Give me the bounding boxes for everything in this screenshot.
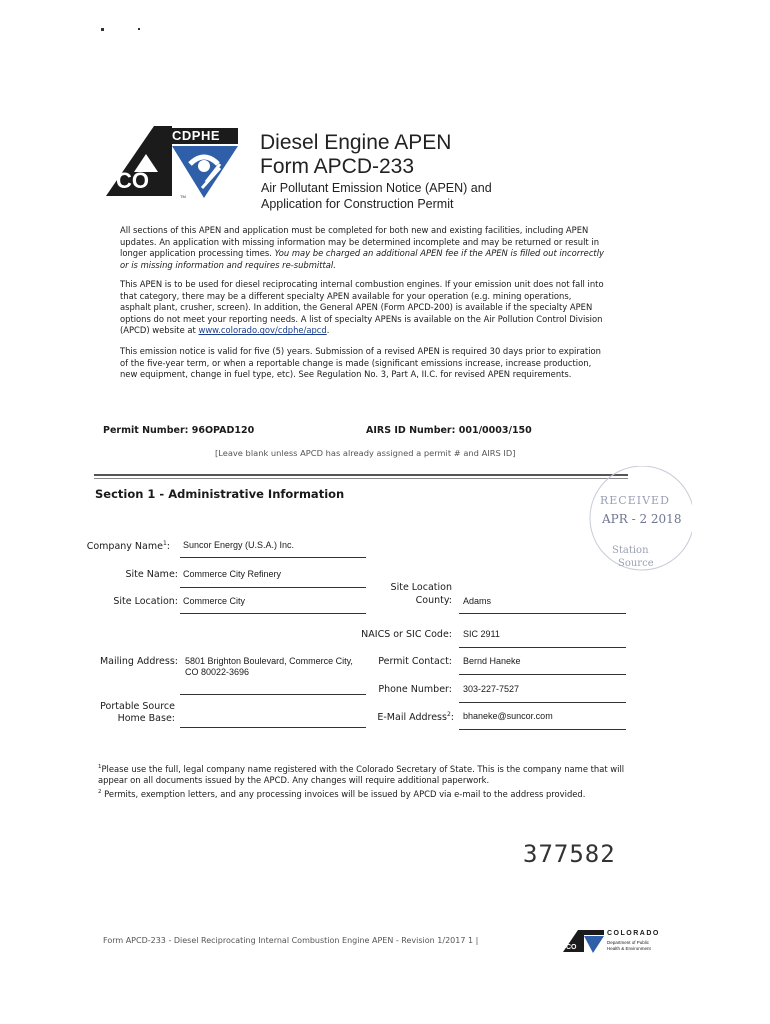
company-name-footnote-ref: 1 xyxy=(162,540,167,547)
intro-p1-line: All sections of this APEN and application must be completed for both new and existing facilities, including APEN xyxy=(120,225,589,235)
intro-p3-line: of the five-year term, or when a reportable change is made (significant emissions increase, increase production, xyxy=(120,357,592,368)
logo-tm: TM xyxy=(180,194,186,199)
footnote-1-cont: appear on all documents issued by the APCD. Any changes will require additional paperwork. xyxy=(98,775,490,786)
footer-form-revision: Form APCD-233 - Diesel Reciprocating Internal Combustion Engine APEN - Revision 1/2017 1 xyxy=(103,936,474,945)
permit-contact-label: Permit Contact: xyxy=(378,656,452,667)
mailing-address-line-2: CO 80022-3696 xyxy=(185,667,250,677)
phone-number-label: Phone Number: xyxy=(378,684,452,695)
intro-p1-line: updates. An application with missing information may be determined incomplete and may be returned or result in xyxy=(120,236,600,247)
intro-p2-suffix: . xyxy=(326,325,330,336)
footnote-1 xyxy=(98,762,638,775)
footnote-2-number: 2 xyxy=(98,788,102,795)
intro-p2-last-line xyxy=(120,325,630,337)
permit-number-value[interactable]: 96OPAD120 xyxy=(191,425,255,436)
form-subtitle-2: Application for Construction Permit xyxy=(261,197,454,211)
naics-code-underline xyxy=(459,647,626,648)
site-location-field[interactable]: Commerce City xyxy=(183,596,246,606)
footer-logo-dept-1: Department of Public xyxy=(607,940,650,945)
mailing-address-label: Mailing Address: xyxy=(99,656,178,667)
intro-paragraph-1 xyxy=(120,225,630,271)
site-county-label-2: County: xyxy=(415,595,452,606)
site-name-field[interactable]: Commerce City Refinery xyxy=(183,569,282,579)
company-name-field[interactable]: Suncor Energy (U.S.A.) Inc. xyxy=(183,540,295,550)
form-number: Form APCD-233 xyxy=(260,155,415,178)
intro-p1-warning-cont: or is missing information and requires re-submittal. xyxy=(120,259,336,270)
site-county-field[interactable]: Adams xyxy=(463,596,492,606)
email-address-label-text: E-Mail Address xyxy=(377,712,447,724)
mailing-address-underline xyxy=(180,694,366,695)
email-address-footnote-ref: 2 xyxy=(446,711,451,718)
cdphe-logo xyxy=(106,126,241,206)
airs-id-label: AIRS ID Number: xyxy=(366,425,456,436)
intro-p2-prefix: (APCD) website at xyxy=(120,325,199,336)
company-name-underline xyxy=(180,557,366,558)
portable-source-label-1: Portable Source xyxy=(100,701,175,712)
intro-p3-line: This emission notice is valid for five (5) years. Submission of a revised APEN is required 30 days prior to expiration xyxy=(120,346,601,356)
form-title: Diesel Engine APEN xyxy=(260,131,452,154)
site-county-label-1: Site Location xyxy=(390,582,452,593)
footer-logo-colorado: COLORADO xyxy=(607,930,660,937)
section-divider-thin xyxy=(94,478,628,479)
logo-text-cdphe: CDPHE xyxy=(172,128,221,143)
company-name-label-text: Company Name xyxy=(86,541,163,553)
phone-number-underline xyxy=(459,702,626,703)
logo-text-co: CO xyxy=(116,168,149,193)
section-1-heading: Section 1 - Administrative Information xyxy=(95,487,345,501)
permit-number-row xyxy=(103,425,254,436)
scan-speck xyxy=(138,28,140,30)
portable-source-label-2: Home Base: xyxy=(117,713,175,724)
intro-p3-line: new equipment, change in fuel type, etc). See Regulation No. 3, Part A, II.C. for revised APEN requirements. xyxy=(120,369,572,380)
form-subtitle-1: Air Pollutant Emission Notice (APEN) and xyxy=(261,181,492,195)
site-name-label: Site Name: xyxy=(125,569,178,580)
mailing-address-field[interactable] xyxy=(185,656,353,678)
intro-p2-line: options do not meet your reporting needs. A list of specialty APENs is available on the Air Pollution Control Division xyxy=(120,313,603,324)
stamp-station: Station xyxy=(612,545,649,556)
svg-text:CO: CO xyxy=(566,944,577,951)
intro-p2-line: This APEN is to be used for diesel reciprocating internal combustion engines. If your emission unit does not fall into xyxy=(120,279,604,289)
airs-id-row xyxy=(366,425,532,436)
site-name-underline xyxy=(180,587,366,588)
intro-p1-warning: You may be charged an additional APEN fee if the APEN is filled out incorrectly xyxy=(274,248,604,259)
intro-p2-line: asphalt plant, crusher, screen). In addition, the General APEN (Form APCD-200) is available if the specialty APEN xyxy=(120,302,593,313)
permit-number-label: Permit Number: xyxy=(103,425,189,436)
site-county-underline xyxy=(459,613,626,614)
footer-logo-dept-2: Health & Environment xyxy=(607,946,651,951)
email-address-label: E-Mail Address$^2$: xyxy=(377,711,454,724)
email-address-underline xyxy=(459,729,626,730)
phone-number-field[interactable]: 303-227-7527 xyxy=(463,684,520,694)
footnote-2 xyxy=(98,787,638,800)
airs-id-value[interactable]: 001/0003/150 xyxy=(458,425,532,436)
footnote-2-text: Permits, exemption letters, and any processing invoices will be issued by APCD via e-mail to the address provided. xyxy=(104,788,586,799)
footnote-1-number: 1 xyxy=(98,764,102,770)
intro-p2-line: that category, there may be a different specialty APEN available for your operation (e.g. mining operations, xyxy=(120,290,572,301)
site-location-underline xyxy=(180,613,366,614)
portable-source-underline xyxy=(180,727,366,728)
email-address-field[interactable]: bhaneke@suncor.com xyxy=(463,711,553,721)
scan-speck xyxy=(101,28,104,31)
footnote-1-text: Please use the full, legal company name registered with the Colorado Secretary of State. This is the company name that will xyxy=(101,763,625,774)
site-county-label xyxy=(340,581,452,607)
naics-code-field[interactable]: SIC 2911 xyxy=(463,629,500,639)
apcd-website-link[interactable]: www.colorado.gov/cdphe/apcd xyxy=(198,325,327,336)
permit-contact-underline xyxy=(459,674,626,675)
permit-note: [Leave blank unless APCD has already assigned a permit # and AIRS ID] xyxy=(215,448,516,458)
stamp-received: RECEIVED xyxy=(600,494,670,507)
mailing-address-line-1: 5801 Brighton Boulevard, Commerce City, xyxy=(185,656,353,666)
footer-separator: | xyxy=(475,936,479,945)
stamp-date: APR - 2 2018 xyxy=(602,512,682,526)
footer-cdphe-logo-icon xyxy=(563,929,605,955)
intro-p1-line-text: longer application processing times. xyxy=(120,248,272,259)
section-divider xyxy=(94,474,628,476)
handwritten-document-number: 377582 xyxy=(523,840,616,868)
site-location-label: Site Location: xyxy=(113,596,178,607)
received-stamp xyxy=(582,466,692,576)
naics-code-label: NAICS or SIC Code: xyxy=(361,629,452,640)
stamp-source: Source xyxy=(618,558,654,569)
intro-paragraph-2 xyxy=(120,279,630,337)
intro-p1-line xyxy=(120,248,630,260)
permit-contact-field[interactable]: Bernd Haneke xyxy=(463,656,521,666)
footer-text xyxy=(103,936,478,945)
intro-paragraph-3 xyxy=(120,346,630,381)
portable-source-label xyxy=(60,701,175,725)
footnotes xyxy=(98,762,638,800)
company-name-label: Company Name$^1$: xyxy=(86,540,170,553)
footer-logo xyxy=(563,929,673,955)
